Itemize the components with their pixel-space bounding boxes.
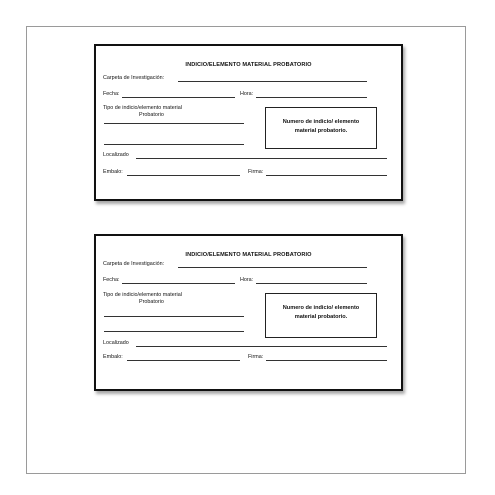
tipo-label-line2: Probatorio	[139, 299, 164, 305]
embalo-field[interactable]	[127, 360, 240, 361]
localizado-field[interactable]	[136, 158, 387, 159]
carpeta-field[interactable]	[178, 81, 367, 82]
localizado-field[interactable]	[136, 346, 387, 347]
box-label-line1: Numero de indicio/ elemento	[282, 119, 360, 125]
form-title: INDICIO/ELEMENTO MATERIAL PROBATORIO	[185, 252, 312, 258]
carpeta-label: Carpeta de Investigación:	[103, 261, 165, 267]
box-label-line2: material probatorio.	[294, 314, 348, 320]
fecha-field[interactable]	[122, 97, 235, 98]
evidence-number-label	[266, 304, 376, 322]
tipo-field-line2[interactable]	[104, 331, 244, 332]
tipo-field-line1[interactable]	[104, 123, 244, 124]
form-title: INDICIO/ELEMENTO MATERIAL PROBATORIO	[185, 62, 312, 68]
firma-label: Firma:	[248, 354, 264, 360]
tipo-label-line2: Probatorio	[139, 112, 164, 118]
box-label-line1: Numero de indicio/ elemento	[282, 305, 360, 311]
evidence-number-box[interactable]	[265, 107, 377, 149]
carpeta-label: Carpeta de Investigación:	[103, 75, 165, 81]
evidence-number-label	[266, 118, 376, 136]
fecha-field[interactable]	[122, 283, 235, 284]
localizado-label: Localizado	[103, 152, 129, 158]
hora-label: Hora:	[240, 277, 254, 283]
fecha-label: Fecha:	[103, 277, 120, 283]
carpeta-field[interactable]	[178, 267, 367, 268]
tipo-field-line2[interactable]	[104, 144, 244, 145]
tipo-label-line1: Tipo de indicio/elemento material	[103, 105, 182, 111]
embalo-field[interactable]	[127, 175, 240, 176]
localizado-label: Localizado	[103, 340, 129, 346]
hora-label: Hora:	[240, 91, 254, 97]
hora-field[interactable]	[256, 97, 367, 98]
firma-label: Firma:	[248, 169, 264, 175]
hora-field[interactable]	[256, 283, 367, 284]
tipo-label-line1: Tipo de indicio/elemento material	[103, 292, 182, 298]
embalo-label: Embalo:	[103, 169, 123, 175]
evidence-number-box[interactable]	[265, 293, 377, 338]
box-label-line2: material probatorio.	[294, 128, 348, 134]
firma-field[interactable]	[266, 360, 387, 361]
tipo-field-line1[interactable]	[104, 316, 244, 317]
embalo-label: Embalo:	[103, 354, 123, 360]
fecha-label: Fecha:	[103, 91, 120, 97]
evidence-label-form-2	[94, 234, 403, 391]
evidence-label-form-1	[94, 44, 403, 201]
firma-field[interactable]	[266, 175, 387, 176]
